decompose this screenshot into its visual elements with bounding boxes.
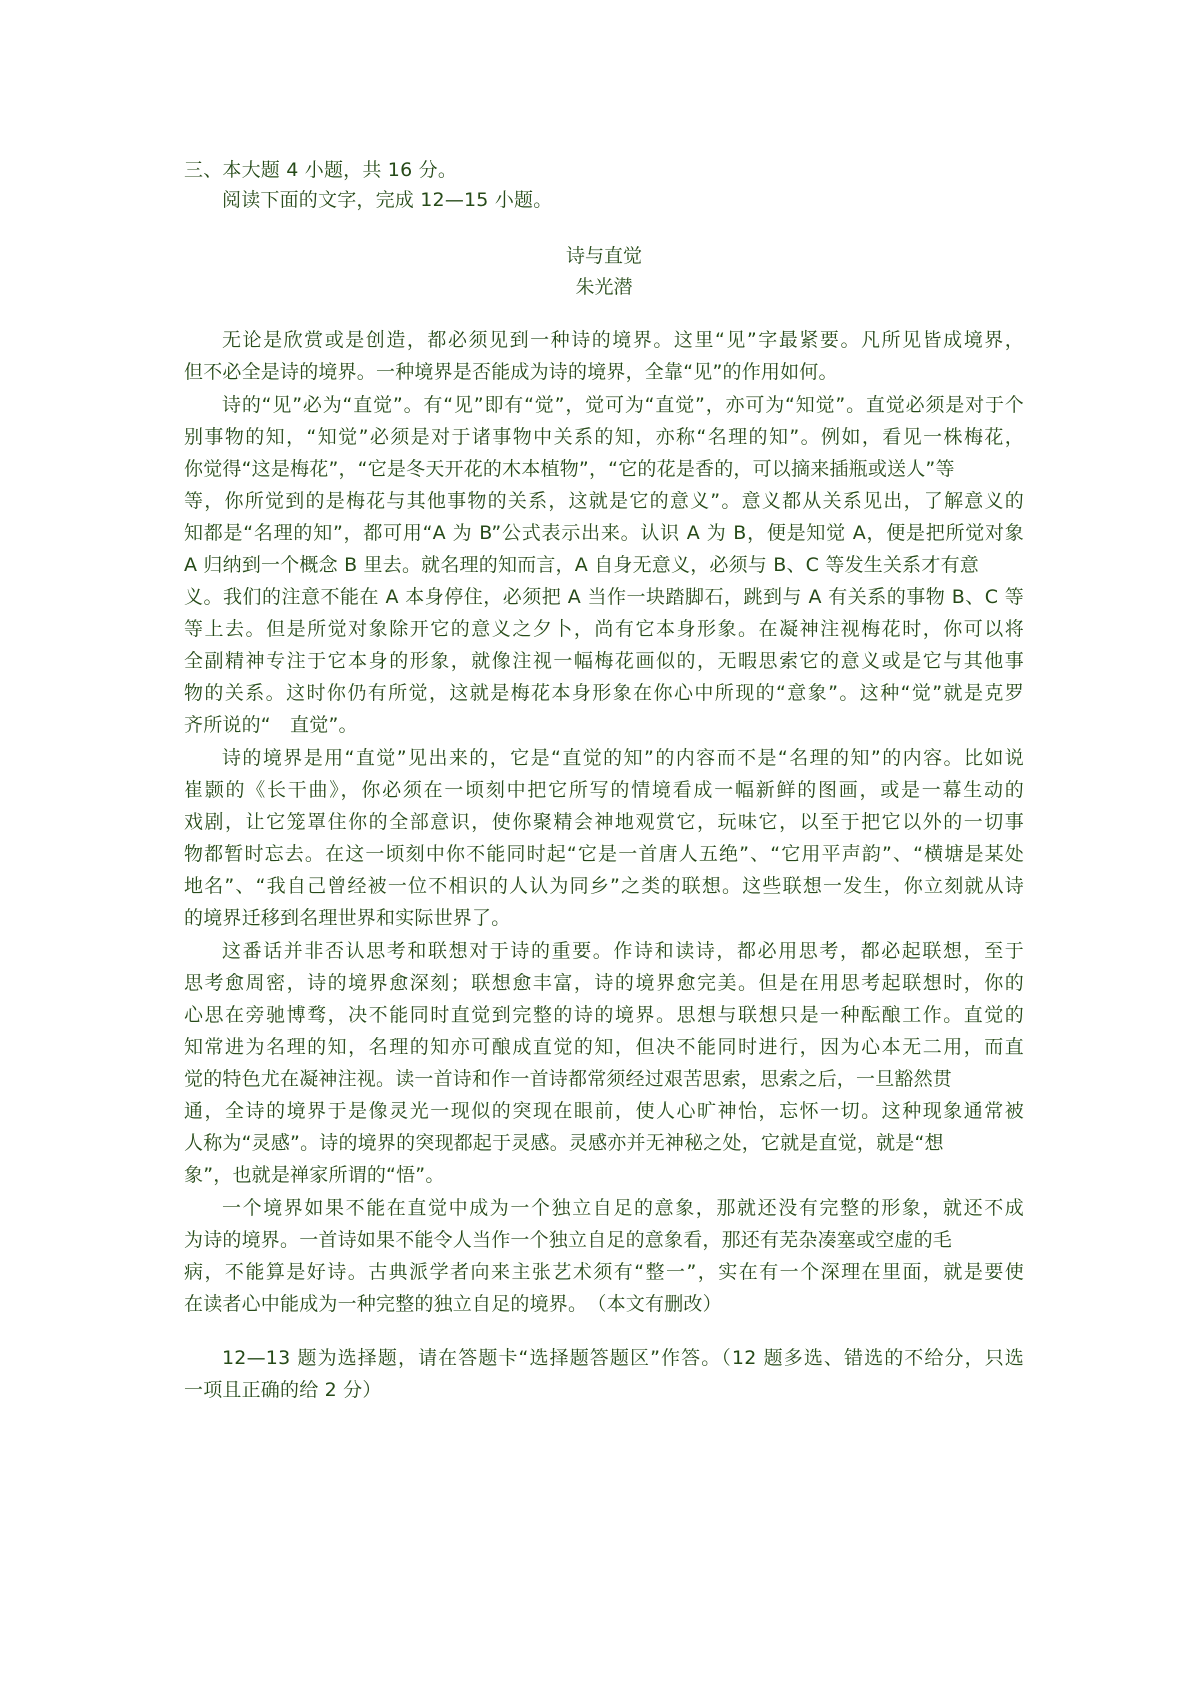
- body-line: 的境界迁移到名理世界和实际世界了。: [184, 907, 511, 929]
- body-line: 一个境界如果不能在直觉中成为一个独立自足的意象，那就还没有完整的形象，就还不成: [222, 1197, 1024, 1219]
- body-line: 觉的特色尤在凝神注视。读一首诗和作一首诗都常须经过艰苦思索，思索之后，一旦豁然贯: [184, 1068, 953, 1090]
- body-line: 等上去。但是所觉对象除开它的意义之夕卜，尚有它本身形象。在凝神注视梅花时，你可以将: [184, 618, 1024, 640]
- section-header: 三、本大题 4 小题，共 16 分。: [184, 159, 458, 181]
- body-line: 诗的“见”必为“直觉”。有“见”即有“觉”，觉可为“直觉”，亦可为“知觉”。直觉必须是对于个: [222, 394, 1024, 416]
- body-line: 在读者心中能成为一种完整的独立自足的境界。 （本文有删改）: [184, 1293, 722, 1315]
- body-line: 地名”、“我自己曾经被一位不相识的人认为同乡”之类的联想。这些联想一发生，你立刻就从诗: [184, 875, 1024, 897]
- body-line: 为诗的境界。一首诗如果不能令人当作一个独立自足的意象看，那还有芜杂凑塞或空虚的毛: [184, 1229, 953, 1251]
- body-line: 但不必全是诗的境界。一种境界是否能成为诗的境界，全靠“见”的作用如何。: [184, 361, 838, 383]
- body-line: 无论是欣赏或是创造，都必须见到一种诗的境界。这里“见”字最紧要。凡所见皆成境界，: [222, 329, 1024, 351]
- body-line: 知都是“名理的知”，都可用“A 为 B”公式表示出来。认识 A 为 B，便是知觉 A，便是把所觉对象: [184, 522, 1024, 544]
- body-line: A 归纳到一个概念 B 里去。就名理的知而言，A 自身无意义，必须与 B、C 等发生关系才有意: [184, 554, 979, 576]
- body-line: 通，全诗的境界于是像灵光一现似的突现在眼前，使人心旷神怡，忘怀一切。这种现象通常被: [184, 1100, 1024, 1122]
- article-author: 朱光潜: [575, 276, 633, 298]
- body-line: 义。我们的注意不能在 A 本身停住，必须把 A 当作一块踏脚石，跳到与 A 有关系的事物 B、C 等: [184, 586, 1024, 608]
- instruction-text: 阅读下面的文字，完成 12—15 小题。: [222, 189, 553, 211]
- body-line: 全副精神专注于它本身的形象，就像注视一幅梅花画似的，无暇思索它的意义或是它与其他事: [184, 650, 1024, 672]
- body-line: 你觉得“这是梅花”，“它是冬天开花的木本植物”，“它的花是香的，可以摘来插瓶或送人”等: [184, 458, 955, 480]
- body-line: 诗的境界是用“直觉”见出来的，它是“直觉的知”的内容而不是“名理的知”的内容。比如说: [222, 747, 1024, 769]
- article-title: 诗与直觉: [565, 245, 642, 267]
- question-note-line: 12—13 题为选择题，请在答题卡“选择题答题区”作答。（12 题多选、错选的不给分，只选: [222, 1347, 1024, 1369]
- body-line: 病，不能算是好诗。古典派学者向来主张艺术须有“整一”，实在有一个深理在里面，就是要使: [184, 1261, 1024, 1283]
- body-line: 崔颢的《长干曲》，你必须在一顷刻中把它所写的情境看成一幅新鲜的图画，或是一幕生动的: [184, 779, 1024, 801]
- body-line: 齐所说的“ 直觉”。: [184, 714, 358, 736]
- question-note-line: 一项且正确的给 2 分）: [184, 1379, 382, 1401]
- body-line: 心思在旁驰博骛，决不能同时直觉到完整的诗的境界。思想与联想只是一种酝酿工作。直觉的: [184, 1004, 1024, 1026]
- body-line: 知常进为名理的知，名理的知亦可酿成直觉的知，但决不能同时进行，因为心本无二用，而直: [184, 1036, 1024, 1058]
- body-line: 象”，也就是禅家所谓的“悟”。: [184, 1164, 445, 1186]
- body-line: 戏剧，让它笼罩住你的全部意识，使你聚精会神地观赏它，玩味它，以至于把它以外的一切事: [184, 811, 1024, 833]
- body-line: 人称为“灵感”。诗的境界的突现都起于灵感。灵感亦并无神秘之处，它就是直觉，就是“想: [184, 1132, 944, 1154]
- body-line: 这番话并非否认思考和联想对于诗的重要。作诗和读诗，都必用思考，都必起联想，至于: [222, 940, 1024, 962]
- body-line: 等，你所觉到的是梅花与其他事物的关系，这就是它的意义”。意义都从关系见出，了解意义的: [184, 490, 1024, 512]
- body-line: 物的关系。这时你仍有所觉，这就是梅花本身形象在你心中所现的“意象”。这种“觉”就是克罗: [184, 682, 1024, 704]
- body-line: 别事物的知，“知觉”必须是对于诸事物中关系的知，亦称“名理的知”。例如，看见一株梅花，: [184, 426, 1024, 448]
- body-line: 物都暂时忘去。在这一顷刻中你不能同时起“它是一首唐人五绝”、“它用平声韵”、“横塘是某处: [184, 843, 1024, 865]
- body-line: 思考愈周密，诗的境界愈深刻；联想愈丰富，诗的境界愈完美。但是在用思考起联想时，你的: [184, 972, 1024, 994]
